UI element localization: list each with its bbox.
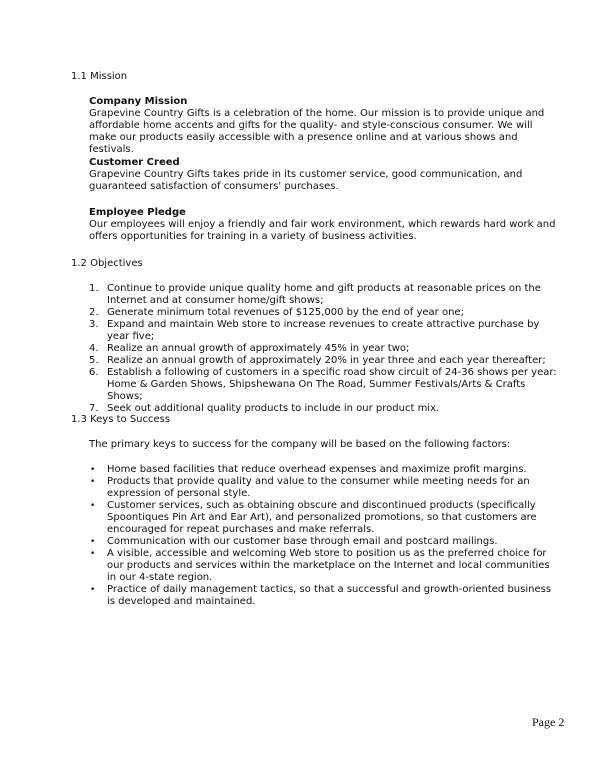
list-number: 1. [89, 283, 99, 294]
bullet-icon: • [90, 477, 96, 487]
list-item-text: Products that provide quality and value to the consumer while meeting needs for an expression of personal style. [107, 476, 530, 499]
page-number: Page 2 [532, 715, 565, 729]
keys-list [89, 464, 559, 608]
bullet-icon: • [90, 501, 96, 511]
list-item-text: Realize an annual growth of approximately 45% in year two; [107, 343, 410, 354]
list-item [89, 476, 559, 500]
list-item [89, 536, 559, 548]
customer-creed-title: Customer Creed [89, 157, 180, 168]
employee-pledge-text: Our employees will enjoy a friendly and fair work environment, which rewards hard work and offers opportunities for training in a variety of business activities. [89, 219, 556, 242]
list-item [89, 307, 559, 319]
employee-pledge-block [89, 207, 559, 243]
company-mission-text: Grapevine Country Gifts is a celebration of the home. Our mission is to provide unique and affordable home accents and gifts for the quality- and style-conscious consumer. We will make our products easily accessible with a presence online and at various shows and festivals. [89, 108, 545, 155]
list-item-text: Continue to provide unique quality home and gift products at reasonable prices on the Internet and at consumer home/gift shows; [107, 283, 541, 306]
customer-creed-text: Grapevine Country Gifts takes pride in its customer service, good communication, and guaranteed satisfaction of consumers' purchases. [89, 169, 523, 192]
bullet-icon: • [90, 465, 96, 475]
list-item-text: Establish a following of customers in a specific road show circuit of 24-36 shows per year: Home & Garden Shows, Shipshewana On The Road, Summer Festivals/Arts & Crafts Shows; [107, 367, 557, 402]
bullet-icon: • [90, 549, 96, 559]
list-number: 5. [89, 355, 99, 366]
list-item [89, 283, 559, 307]
list-item [89, 343, 559, 355]
list-item [89, 548, 559, 584]
list-item-text: Seek out additional quality products to include in our product mix. [107, 403, 440, 414]
objectives-list [89, 283, 559, 415]
list-item-text: Communication with our customer base through email and postcard mailings. [107, 536, 498, 547]
company-mission-title: Company Mission [89, 96, 188, 107]
list-item-text: Customer services, such as obtaining obscure and discontinued products (specifically Spoontiques Pin Art and Ear Art), and personalized promotions, so that customers are encouraged for repeat purchases and make referrals. [107, 500, 537, 535]
list-number: 6. [89, 367, 99, 378]
list-item-text: A visible, accessible and welcoming Web store to position us as the preferred choice for our products and services within the marketplace on the Internet and local communities in our 4-state region. [107, 548, 550, 583]
list-item-text: Practice of daily management tactics, so that a successful and growth-oriented business is developed and maintained. [107, 584, 552, 607]
list-number: 2. [89, 307, 99, 318]
keys-intro-text: The primary keys to success for the company will be based on the following factors: [89, 439, 511, 450]
list-item-text: Realize an annual growth of approximately 20% in year three and each year thereafter; [107, 355, 546, 366]
list-item [89, 584, 559, 608]
list-item [89, 355, 559, 367]
list-item-text: Expand and maintain Web store to increase revenues to create attractive purchase by year five; [107, 319, 540, 342]
list-item [89, 500, 559, 536]
list-item [89, 464, 559, 476]
list-item [89, 319, 559, 343]
section-heading-mission: 1.1 Mission [71, 71, 128, 82]
section-heading-objectives: 1.2 Objectives [71, 258, 143, 269]
employee-pledge-title: Employee Pledge [89, 207, 186, 218]
list-number: 7. [89, 403, 99, 414]
list-item [89, 367, 559, 403]
list-item-text: Generate minimum total revenues of $125,000 by the end of year one; [107, 307, 464, 318]
section-heading-keys: 1.3 Keys to Success [71, 414, 171, 425]
company-mission-block [89, 96, 559, 156]
list-number: 4. [89, 343, 99, 354]
customer-creed-block [89, 157, 559, 193]
list-item-text: Home based facilities that reduce overhead expenses and maximize profit margins. [107, 464, 527, 475]
list-number: 3. [89, 319, 99, 330]
bullet-icon: • [90, 585, 96, 595]
bullet-icon: • [90, 537, 96, 547]
